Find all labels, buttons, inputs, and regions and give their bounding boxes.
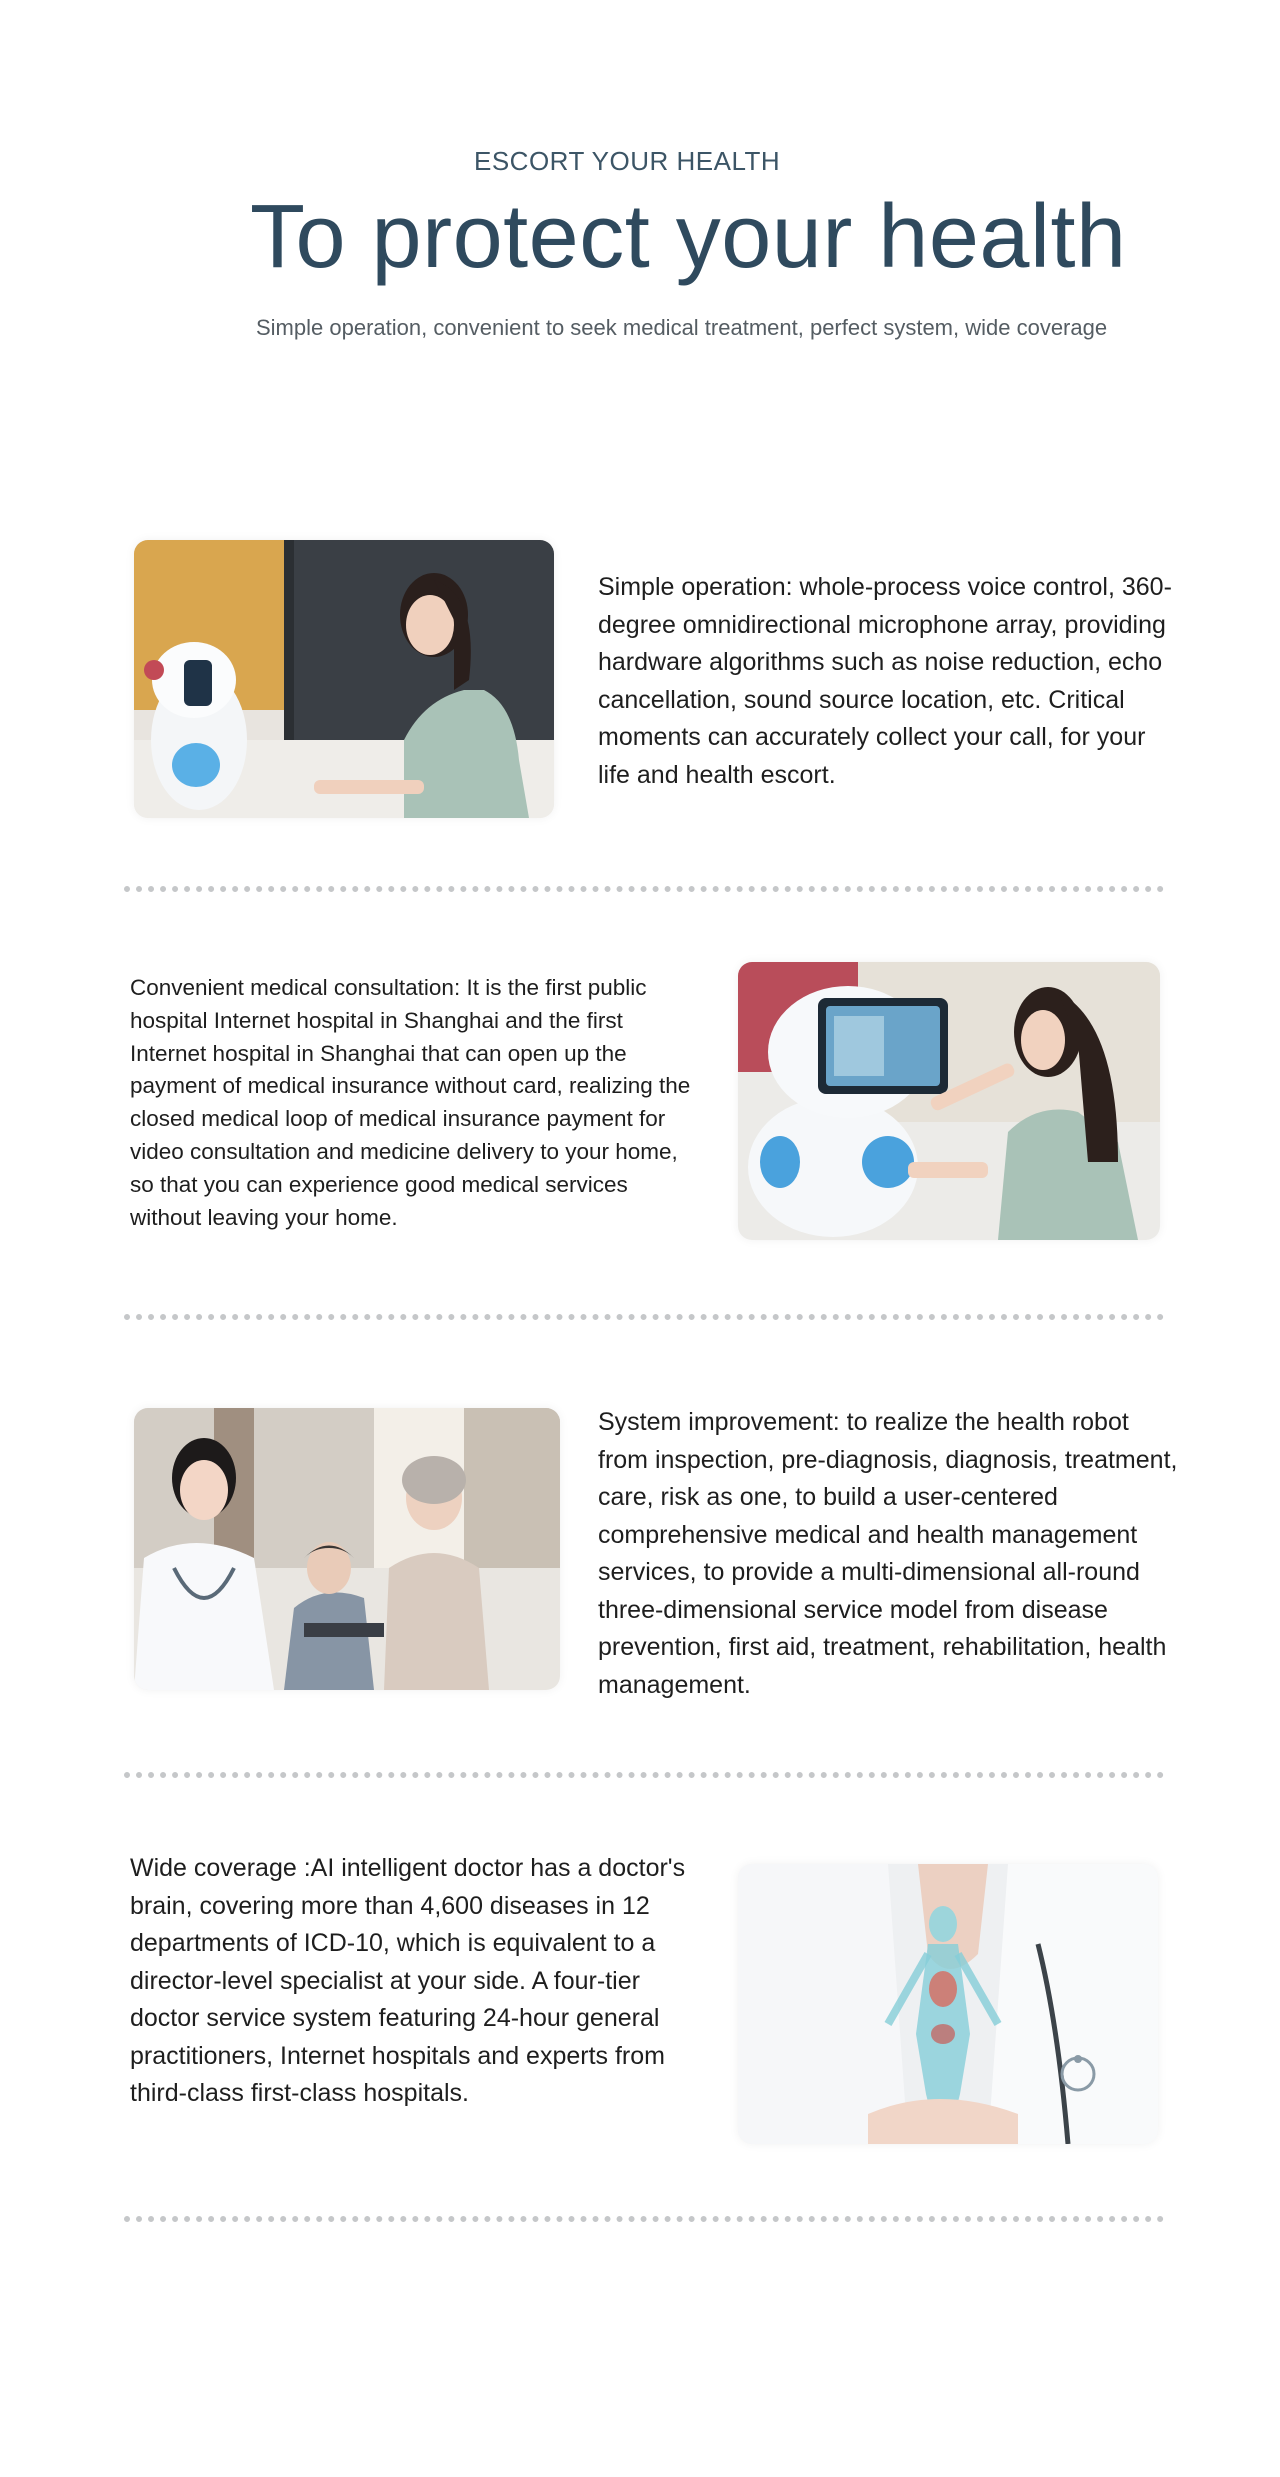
header-kicker: ESCORT YOUR HEALTH [474,146,781,176]
section-divider [124,1314,1164,1320]
feature-text: Wide coverage :AI intelligent doctor has a doctor's brain, covering more than 4,600 diseases in 12 departments of ICD-10, which is equivalent to a director-level specialist at your side. A four-tier doctor service system featuring 24-hour general practitioners, Internet hospitals and experts from third-class first-class hospitals. [130,1854,686,2107]
section-divider [124,1772,1164,1778]
feature-text: Convenient medical consultation: It is the first public hospital Internet hospital in Shanghai and the first Internet hospital in Shanghai that can open up the payment of medical insurance without card, realizing the closed medical loop of medical insurance payment for video consultation and medicine delivery to your home, so that you can experience good medical services without leaving your home. [130,975,691,1230]
doctor-elderly-care-photo [134,1408,560,1690]
page-subtitle: Simple operation, convenient to seek medical treatment, perfect system, wide coverage [256,315,1108,340]
section-divider [124,886,1164,892]
feature-text: System improvement: to realize the health robot from inspection, pre-diagnosis, diagnosis, treatment, care, risk as one, to build a user-centered comprehensive medical and health management services, to provide a multi-dimensional all-round three-dimensional service model from disease prevention, first aid, treatment, rehabilitation, health management. [598,1408,1178,1699]
ai-doctor-hologram-photo [738,1864,1158,2144]
robot-tablet-photo [738,962,1160,1240]
feature-text: Simple operation: whole-process voice control, 360-degree omnidirectional microphone array, providing hardware algorithms such as noise reduction, echo cancellation, sound source location, etc. Critical moments can accurately collect your call, for your life and health escort. [598,573,1172,789]
robot-consultation-photo [134,540,554,818]
page-title: To protect your health [250,187,1127,287]
section-divider [124,2216,1164,2222]
